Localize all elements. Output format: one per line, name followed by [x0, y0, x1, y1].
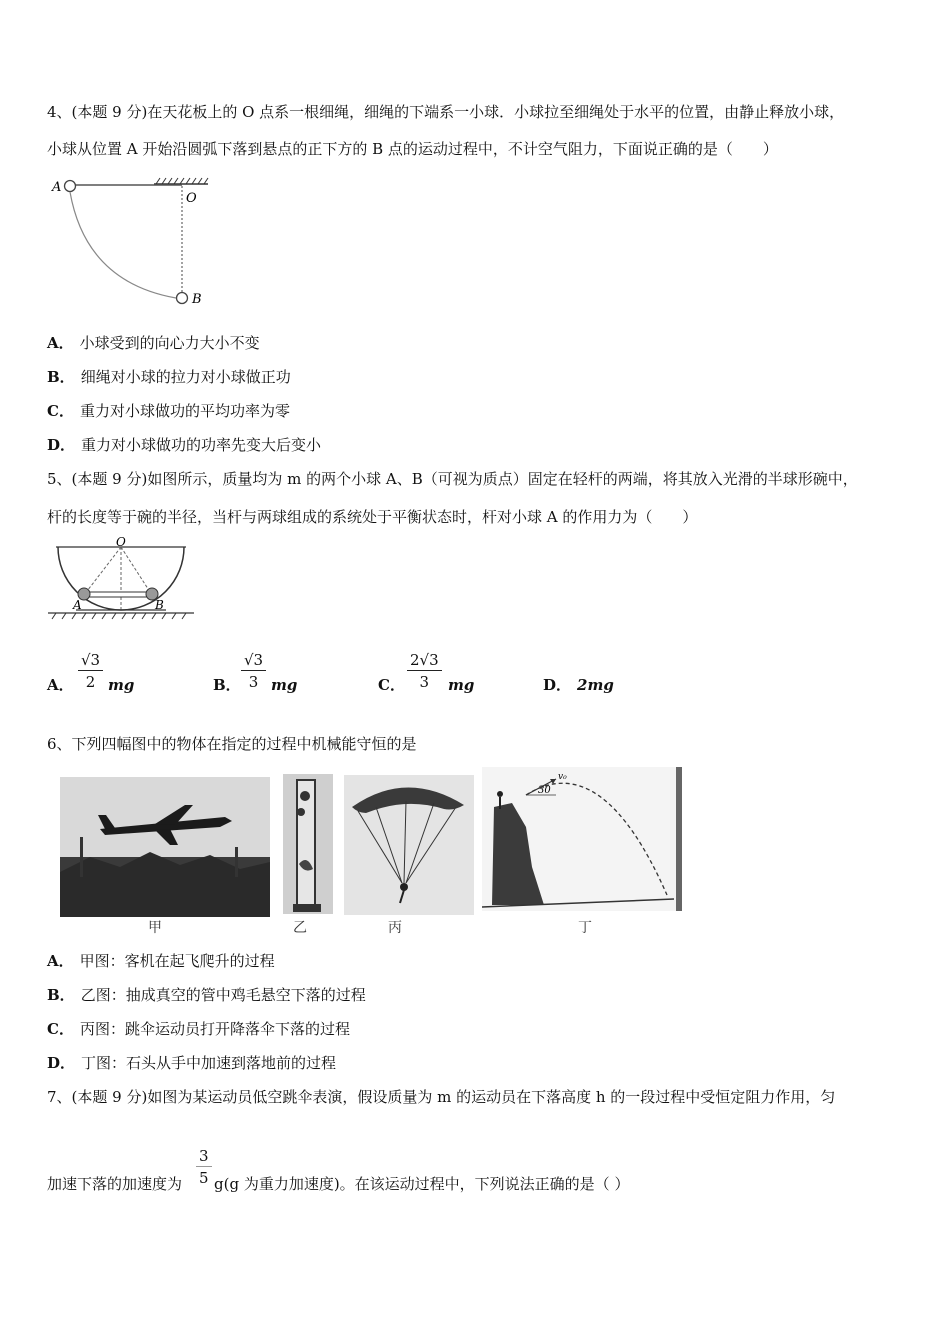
rod [84, 592, 152, 597]
q4-pendulum-figure [46, 172, 221, 312]
q5-stem-line1: 5、(本题 9 分)如图所示，质量均为 m 的两个小球 A、B（可视为质点）固定在轻杆的两端，将其放入光滑的半球形碗中， [47, 470, 858, 488]
caption-bing: 丙 [388, 920, 402, 936]
velocity-label: v₀ [558, 772, 567, 782]
angle-label: 30 [538, 785, 551, 796]
q5-option-a-key: A． [47, 676, 74, 694]
parachutist-icon [400, 883, 408, 891]
arc-path [70, 192, 176, 298]
photo-bing-parachute [344, 775, 474, 915]
ball-a [65, 181, 76, 192]
q5-option-c-fraction: $\frac{2√3}{3}$ [407, 651, 442, 691]
label-o: O [186, 191, 197, 206]
q5-option-a-unit: mg [108, 676, 135, 694]
q7-accel-fraction: $\frac{3}{5}$ [196, 1147, 212, 1187]
q4-stem-line1: 4、(本题 9 分)在天花板上的 O 点系一根细绳，细绳的下端系一小球．小球拉至细绳处于水平的位置，由静止释放小球， [47, 103, 845, 121]
q6-stem: 6、下列四幅图中的物体在指定的过程中机械能守恒的是 [47, 735, 417, 753]
radius-b [121, 547, 152, 595]
photo-yi-vacuum-tube [283, 774, 333, 914]
q5-option-c-key: C． [378, 676, 405, 694]
label-b: B [192, 292, 202, 307]
caption-yi: 乙 [293, 920, 307, 936]
q5-option-b-key: B． [213, 676, 241, 694]
radius-a [84, 547, 121, 595]
q4-stem-line2: 小球从位置 A 开始沿圆弧下落到悬点的正下方的 B 点的运动过程中，不计空气阻力，下面说正确的是（ ） [47, 140, 778, 158]
label-a: A [73, 598, 82, 612]
q4-option-c: C． 重力对小球做功的平均功率为零 [47, 402, 290, 420]
q4-option-b: B． 细绳对小球的拉力对小球做正功 [47, 368, 291, 386]
label-o: O [116, 535, 126, 549]
q6-option-d: D． 丁图：石头从手中加速到落地前的过程 [47, 1054, 337, 1072]
q7-stem-line1: 7、(本题 9 分)如图为某运动员低空跳伞表演，假设质量为 m 的运动员在下落高度 h 的一段过程中受恒定阻力作用，匀 [47, 1088, 836, 1106]
caption-ding: 丁 [578, 920, 592, 936]
photo-jia-airplane [60, 777, 270, 917]
label-a: A [52, 180, 62, 195]
q6-option-c: C． 丙图：跳伞运动员打开降落伞下落的过程 [47, 1020, 350, 1038]
ball-b [177, 293, 188, 304]
q5-option-b-unit: mg [271, 676, 298, 694]
photo-ding-projectile [482, 767, 682, 911]
q7-stem-line2-post: g(g 为重力加速度)。在该运动过程中，下列说法正确的是（ ） [214, 1175, 630, 1193]
ground-hatch [52, 613, 186, 619]
q5-option-d: D． 2mg [543, 676, 614, 694]
q5-option-c-unit: mg [448, 676, 475, 694]
q5-option-b-fraction: $\frac{√3}{3}$ [241, 651, 266, 691]
q5-bowl-figure [46, 535, 196, 621]
q4-option-a: A． 小球受到的向心力大小不变 [47, 334, 260, 352]
label-b: B [155, 598, 164, 612]
q5-option-a-fraction: $\frac{√3}{2}$ [78, 651, 103, 691]
q5-stem-line2: 杆的长度等于碗的半径，当杆与两球组成的系统处于平衡状态时，杆对小球 A 的作用力为（ ） [47, 508, 698, 526]
q6-option-a: A． 甲图：客机在起飞爬升的过程 [47, 952, 275, 970]
caption-jia: 甲 [148, 920, 162, 936]
ceiling-hatch [156, 178, 208, 184]
q4-option-d: D． 重力对小球做功的功率先变大后变小 [47, 436, 322, 454]
q7-stem-line2-pre: 加速下落的加速度为 [47, 1175, 183, 1193]
q6-option-b: B． 乙图：抽成真空的管中鸡毛悬空下落的过程 [47, 986, 366, 1004]
